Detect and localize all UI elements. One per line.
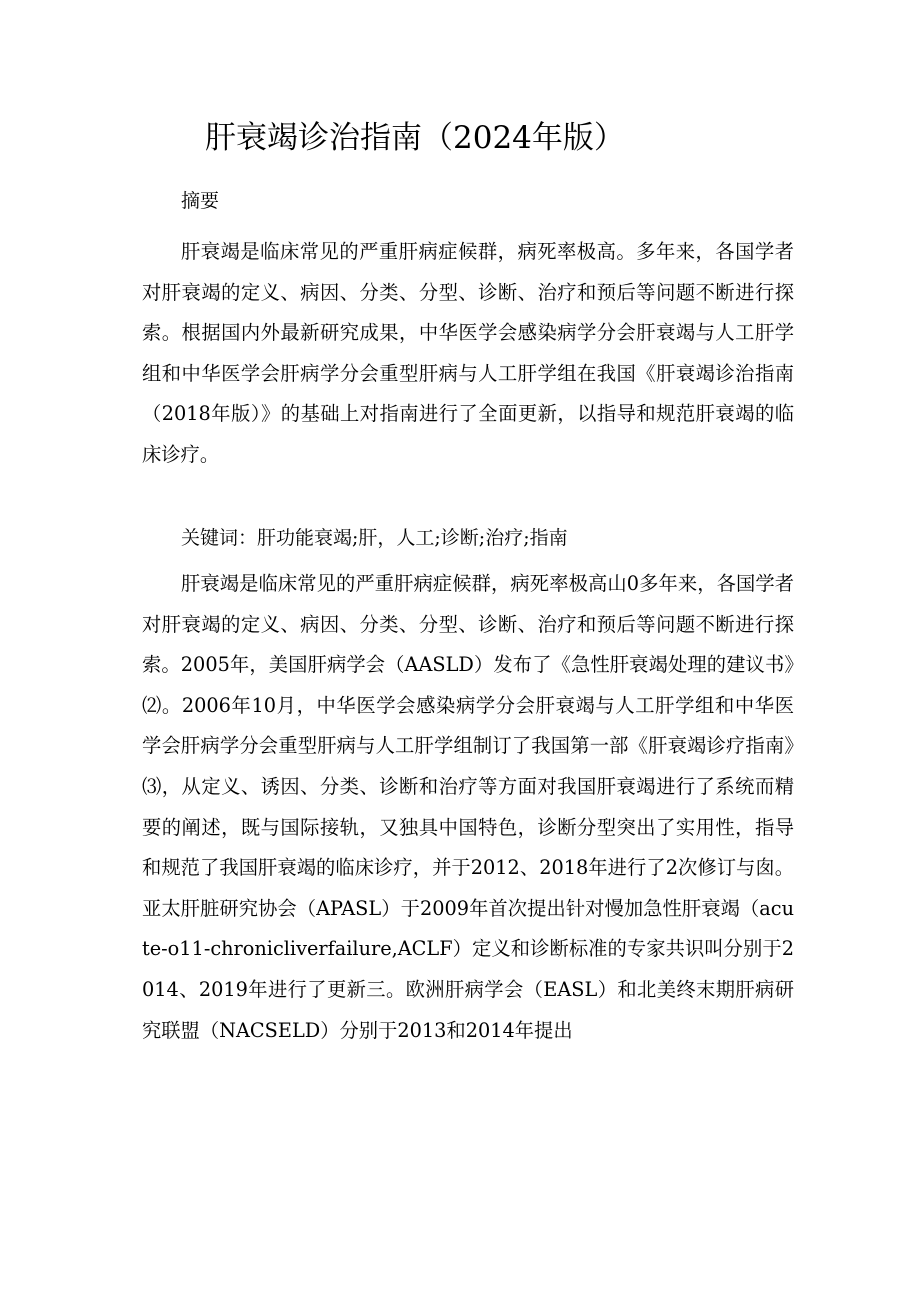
document-title: 肝衰竭诊治指南（2024年版） — [205, 120, 625, 156]
body-paragraph: 肝衰竭是临床常见的严重肝病症候群，病死率极高山0多年来，各国学者对肝衰竭的定义、病因、分类、分型、诊断、治疗和预后等问题不断进行探索。2005年，美国肝病学会（AASLD）发布了《急性肝衰竭处理的建议书》⑵。2006年10月，中华医学会感染病学分会肝衰竭与人工肝学组和中华医学会肝病学分会重型肝病与人工肝学组制订了我国第一部《肝衰竭诊疗指南》⑶，从定义、诱因、分类、诊断和治疗等方面对我国肝衰竭进行了系统而精要的阐述，既与国际接轨，又独具中国特色，诊断分型突出了实用性，指导和规范了我国肝衰竭的临床诊疗，并于2012、2018年进行了2次修订与囱。亚太肝脏研究协会（APASL）于2009年首次提出针对慢加急性肝衰竭（acute-o11-chronicliverfailure,ACLF）定义和诊断标准的专家共识叫分别于2014、2019年进行了更新三。欧洲肝病学会（EASL）和北美终末期肝病研究联盟（NACSELD）分别于2013和2014年提出 — [142, 572, 794, 1042]
abstract-heading: 摘要 — [181, 190, 220, 212]
abstract-paragraph: 肝衰竭是临床常见的严重肝病症候群，病死率极高。多年来，各国学者对肝衰竭的定义、病因、分类、分型、诊断、治疗和预后等问题不断进行探索。根据国内外最新研究成果，中华医学会感染病学分会肝衰竭与人工肝学组和中华医学会肝病学分会重型肝病与人工肝学组在我国《肝衰竭诊治指南（2018年版）》的基础上对指南进行了全面更新，以指导和规范肝衰竭的临床诊疗。 — [142, 240, 794, 466]
keywords-line: 关键词：肝功能衰竭;肝，人工;诊断;治疗;指南 — [181, 527, 568, 549]
